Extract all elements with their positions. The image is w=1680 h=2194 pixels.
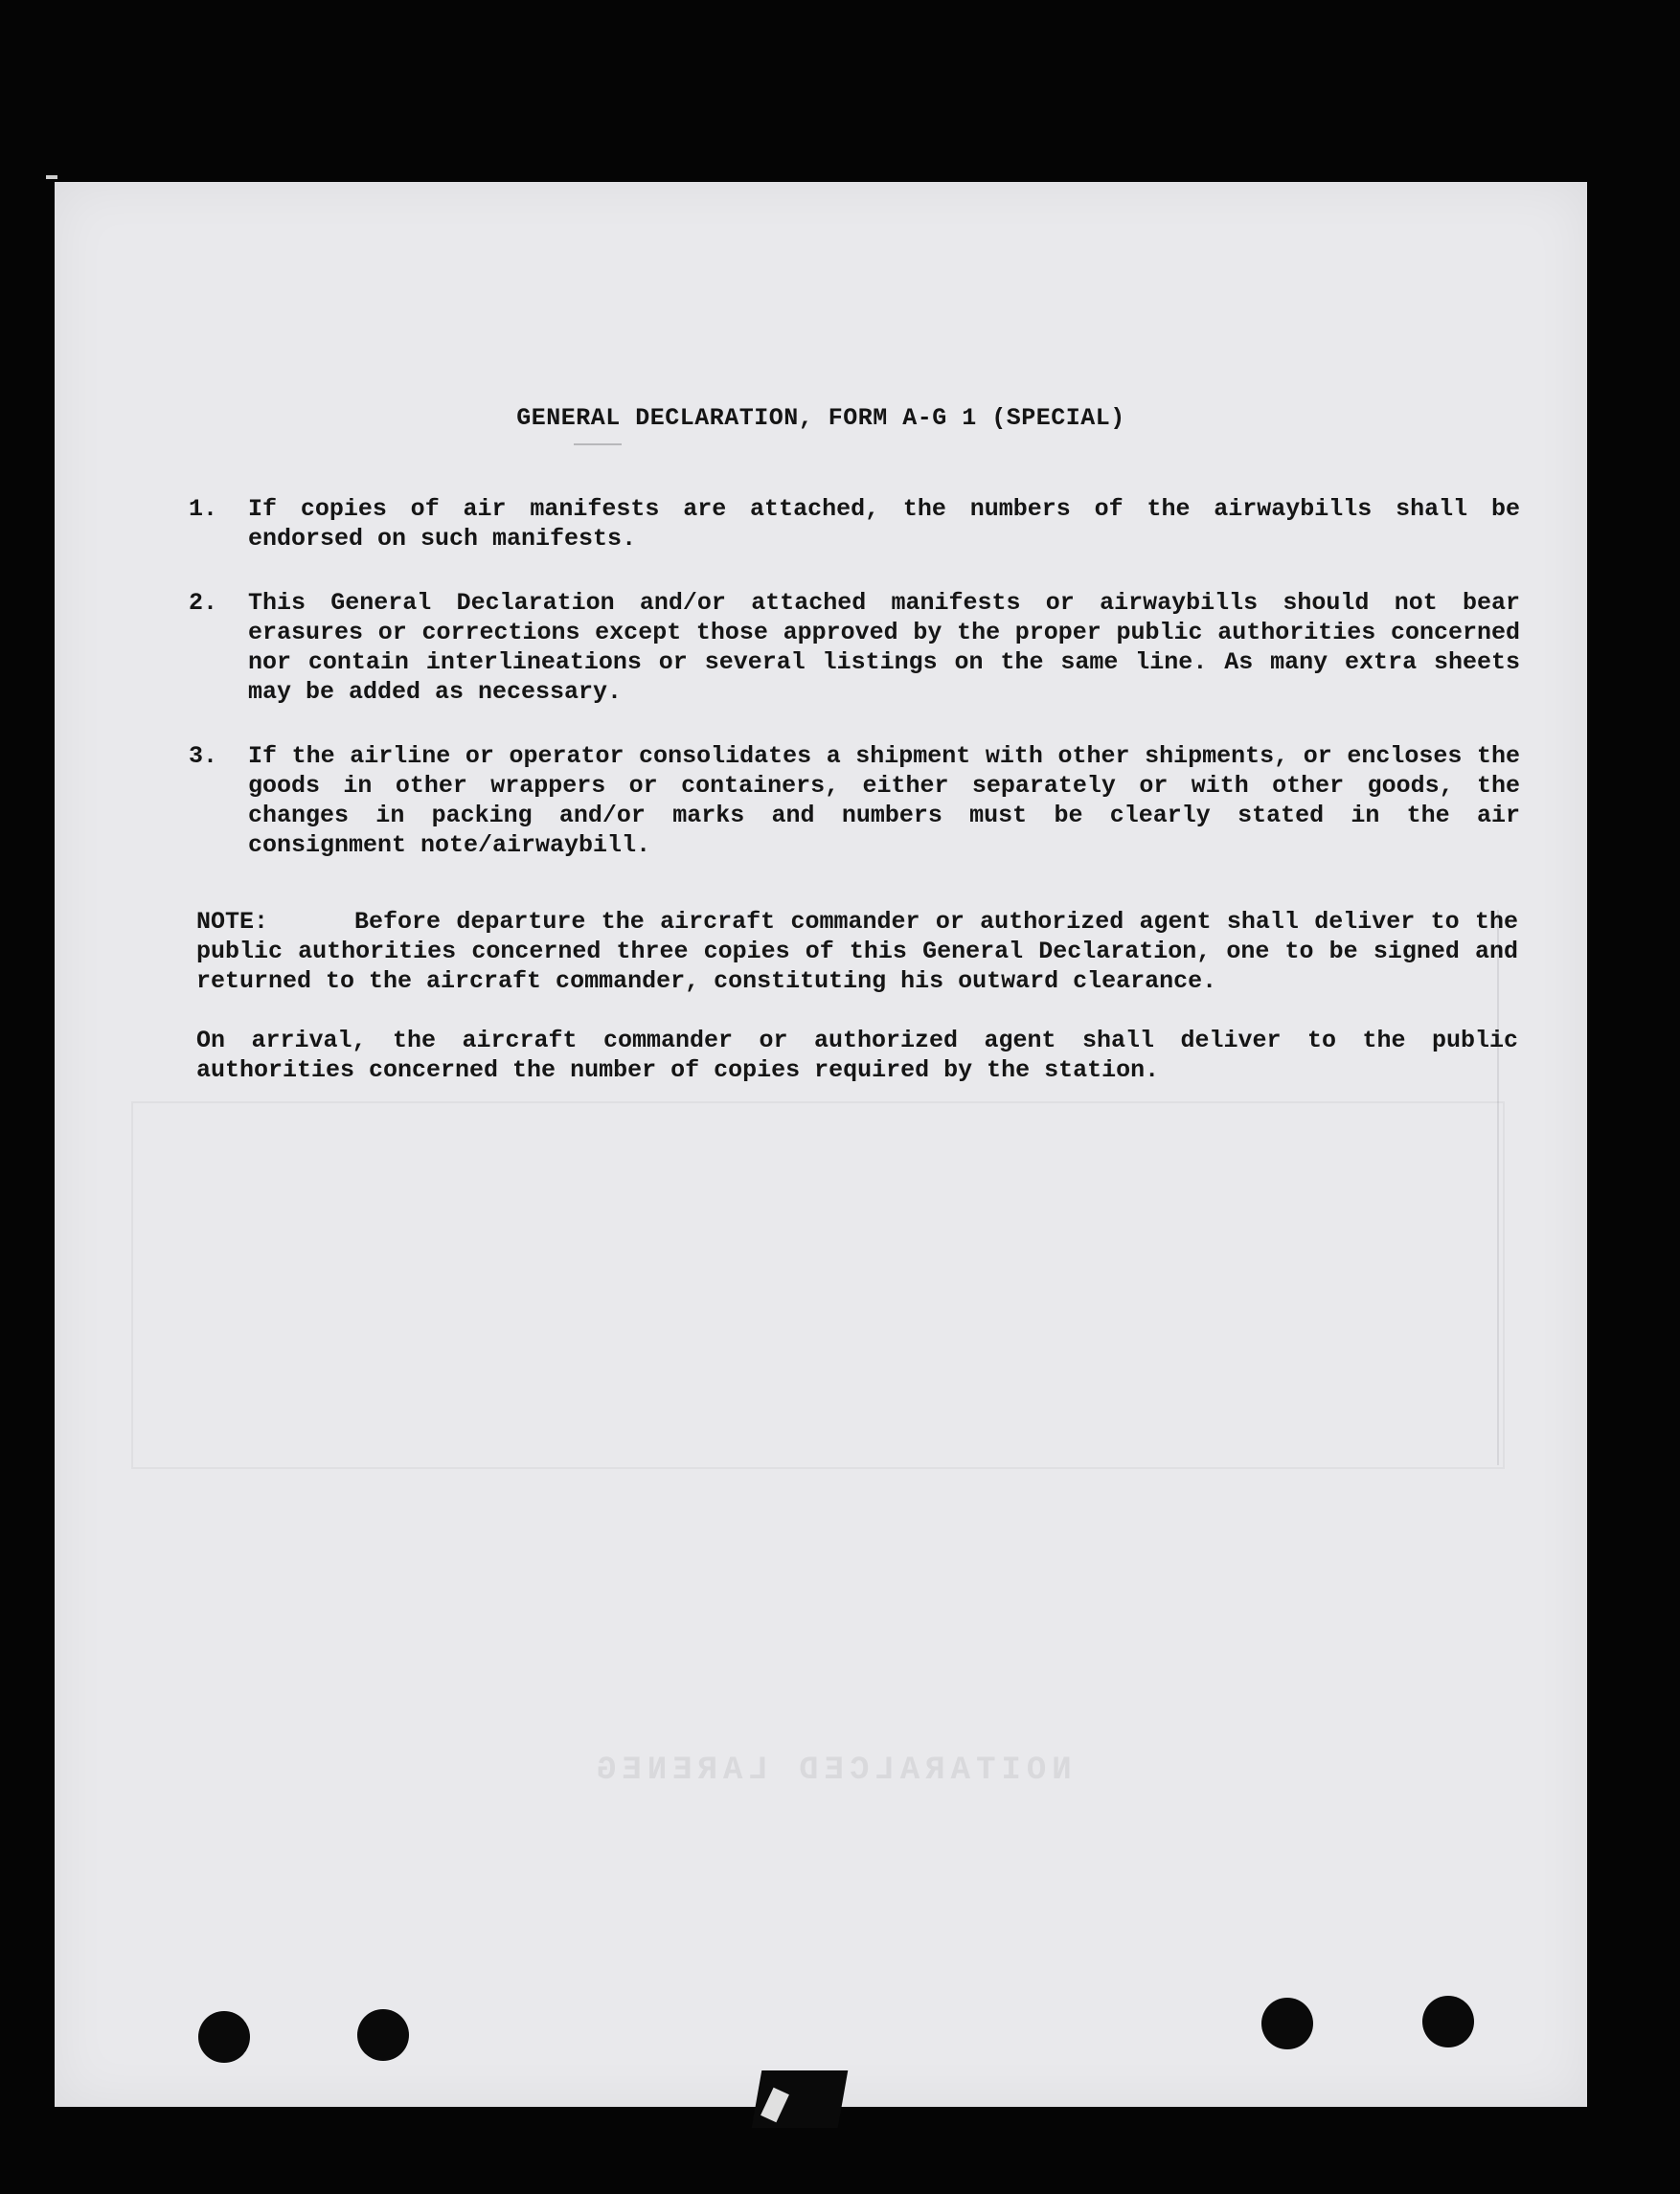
punch-hole-right-2 [1422, 1996, 1474, 2047]
note-label: NOTE: [196, 908, 269, 936]
scan-edge-mark [46, 175, 57, 179]
note-paragraph [196, 907, 1518, 996]
punch-hole-left-1 [198, 2011, 250, 2063]
item-text: This General Declaration and/or attached manifests or airwaybills should not bear erasures or corrections except those approved by the proper public authorities concerned nor contain interlineations or several listings on the same line. As many extra sheets may be added as necessary. [248, 589, 1520, 706]
title-underline-mark [574, 443, 622, 445]
instruction-list [189, 494, 1520, 894]
list-item [189, 494, 1520, 554]
bleed-through-line [1497, 910, 1499, 1465]
item-text: If the airline or operator consolidates a shipment with other shipments, or encloses the goods in other wrappers or containers, either separately or with other goods, the changes in packing and/or marks and numbers must be clearly stated in the air consignment note/airwaybill. [248, 742, 1520, 859]
punch-hole-right-1 [1261, 1998, 1313, 2049]
item-number: 2. [189, 589, 218, 617]
item-number: 3. [189, 742, 218, 770]
clip-mark [752, 2070, 849, 2128]
bleed-through-text: NOITARALCED LARENEG [591, 1753, 1072, 1789]
list-item [189, 588, 1520, 707]
arrival-paragraph: On arrival, the aircraft commander or authorized agent shall deliver to the public authorities concerned the number of copies required by the station. [196, 1027, 1518, 1084]
item-number: 1. [189, 495, 218, 523]
page-title: GENERAL DECLARATION, FORM A-G 1 (SPECIAL) [516, 404, 1125, 432]
list-item [189, 741, 1520, 860]
document-page [55, 182, 1587, 2107]
note-text: Before departure the aircraft commander or authorized agent shall deliver to the public authorities concerned three copies of this General Declaration, one to be signed and returned to the aircraft commander, constituting his outward clearance. [196, 908, 1518, 995]
punch-hole-left-2 [357, 2009, 409, 2061]
bleed-through-table [131, 1101, 1505, 1469]
note-section [196, 907, 1518, 1115]
item-text: If copies of air manifests are attached, the numbers of the airwaybills shall be endorsed on such manifests. [248, 495, 1520, 553]
